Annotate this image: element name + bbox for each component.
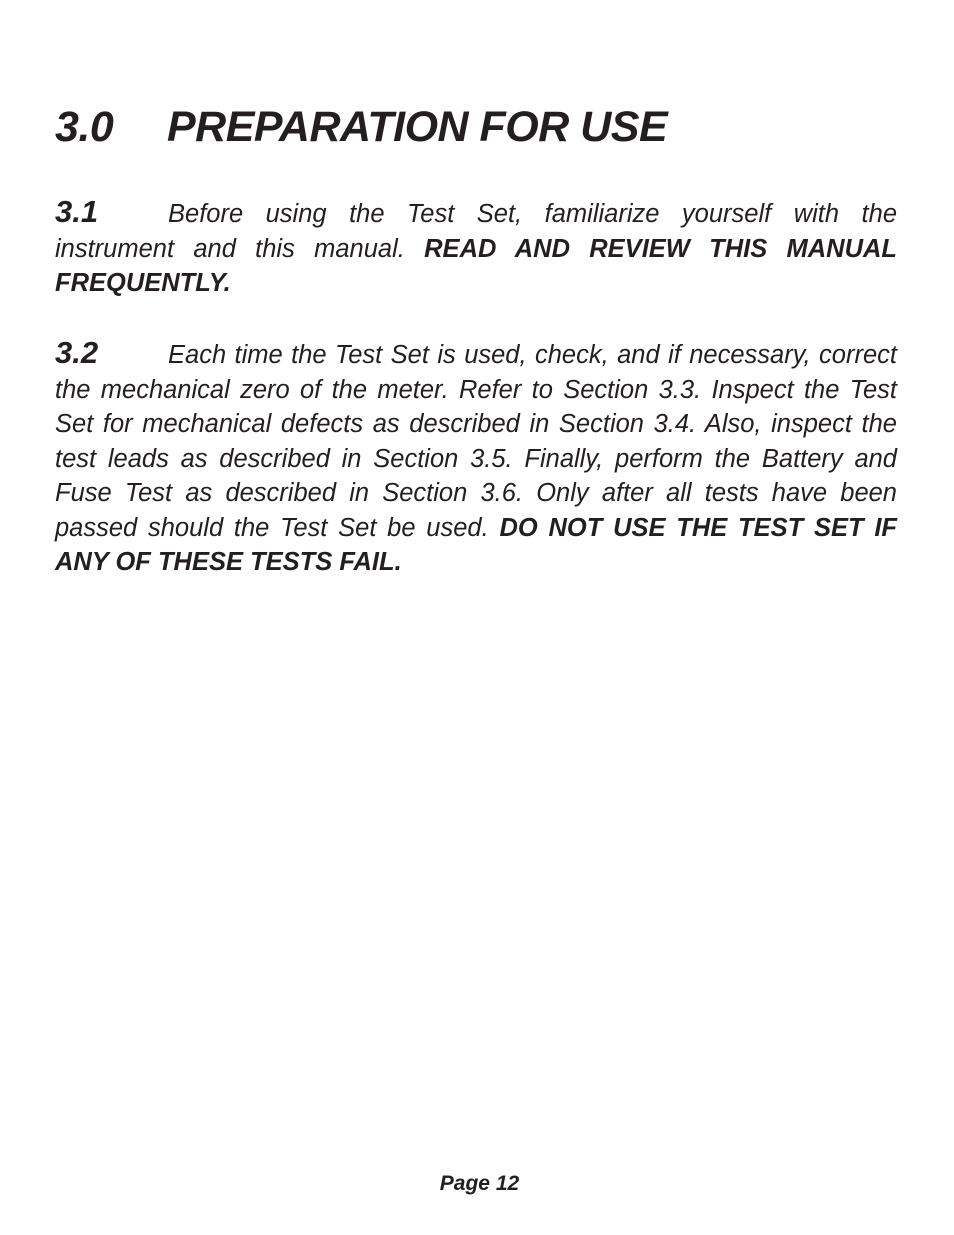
section-heading-title: PREPARATION FOR USE	[167, 103, 668, 151]
subsection-warning: DO NOT USE THE TEST SET IF ANY OF THESE TESTS FAIL.	[55, 513, 897, 576]
subsection-body: Each time the Test Set is used, check, and if necessary, correct the mechanical zero of the meter. Refer to Section 3.3. Inspect the Test Set for mechanical defects as described in Section 3.4. Also, inspect the test leads as described in Section 3.5. Finally, perform the Battery and Fuse Test as described in Section 3.6. Only after all tests have been passed should the Test Set be used.	[55, 341, 897, 542]
page-number: Page 12	[439, 1172, 520, 1195]
subsection-number: 3.1	[55, 194, 99, 229]
section-heading	[55, 104, 667, 151]
subsection-number: 3.2	[55, 335, 99, 370]
section-heading-number: 3.0	[55, 103, 114, 151]
subsection-body: Before using the Test Set, familiarize yourself with the instrument and this manual.	[55, 200, 897, 263]
subsection-3-2	[55, 336, 897, 580]
subsection-warning: READ AND REVIEW THIS MANUAL FREQUENTLY.	[55, 234, 897, 297]
subsection-3-1	[55, 195, 897, 301]
